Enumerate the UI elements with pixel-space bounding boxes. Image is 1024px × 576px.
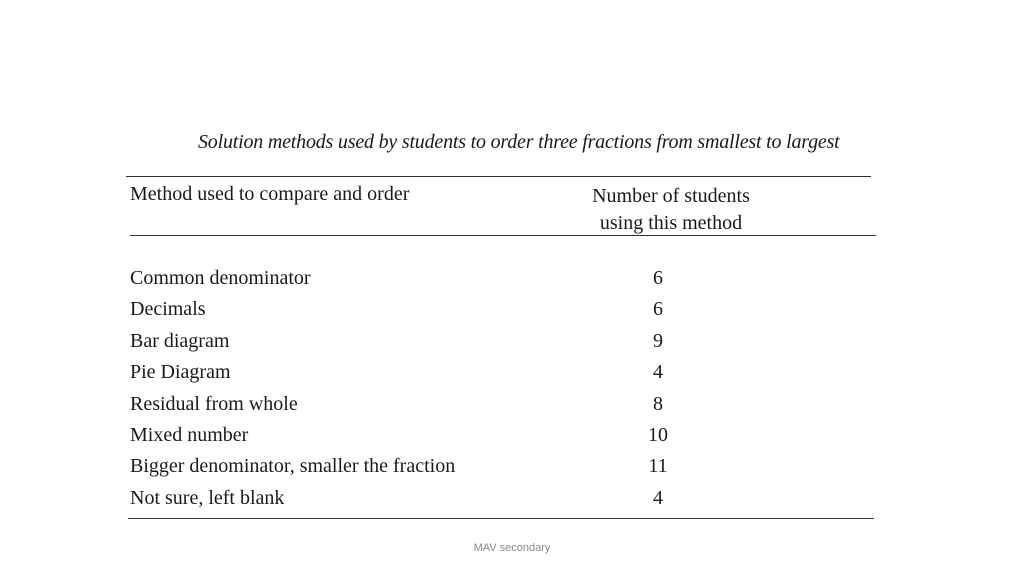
table-row [0, 298, 1024, 329]
table-row [0, 393, 1024, 424]
table-body [0, 267, 1024, 518]
table-row [0, 267, 1024, 298]
method-cell: Residual from whole [130, 392, 298, 415]
count-cell: 8 [653, 392, 663, 415]
table-row [0, 487, 1024, 518]
table-row [0, 330, 1024, 361]
method-cell: Decimals [130, 298, 206, 321]
count-cell: 6 [653, 298, 663, 321]
count-cell: 11 [648, 455, 668, 478]
table-row [0, 424, 1024, 455]
count-cell: 6 [653, 267, 663, 289]
slide-footer: MAV secondary [473, 542, 551, 554]
count-cell: 9 [653, 329, 663, 352]
method-cell: Mixed number [130, 423, 249, 446]
count-header-line-2: using this method [599, 212, 743, 234]
table-row [0, 361, 1024, 392]
header-rule [130, 235, 876, 236]
method-cell: Pie Diagram [130, 361, 231, 384]
method-cell: Bigger denominator, smaller the fraction [130, 455, 456, 478]
method-cell: Not sure, left blank [130, 486, 285, 509]
table-title: Solution methods used by students to order three fractions from smallest to largest [198, 131, 840, 153]
method-cell: Common denominator [130, 267, 311, 289]
method-column-header: Method used to compare and order [130, 183, 410, 205]
count-column-header [560, 183, 782, 237]
count-cell: 4 [653, 486, 663, 509]
top-rule [126, 176, 871, 177]
method-cell: Bar diagram [130, 329, 230, 352]
table-row [0, 455, 1024, 486]
count-cell: 4 [653, 361, 663, 384]
count-header-line-1: Number of students [592, 185, 750, 207]
count-cell: 10 [648, 423, 668, 446]
bottom-rule [128, 518, 874, 519]
